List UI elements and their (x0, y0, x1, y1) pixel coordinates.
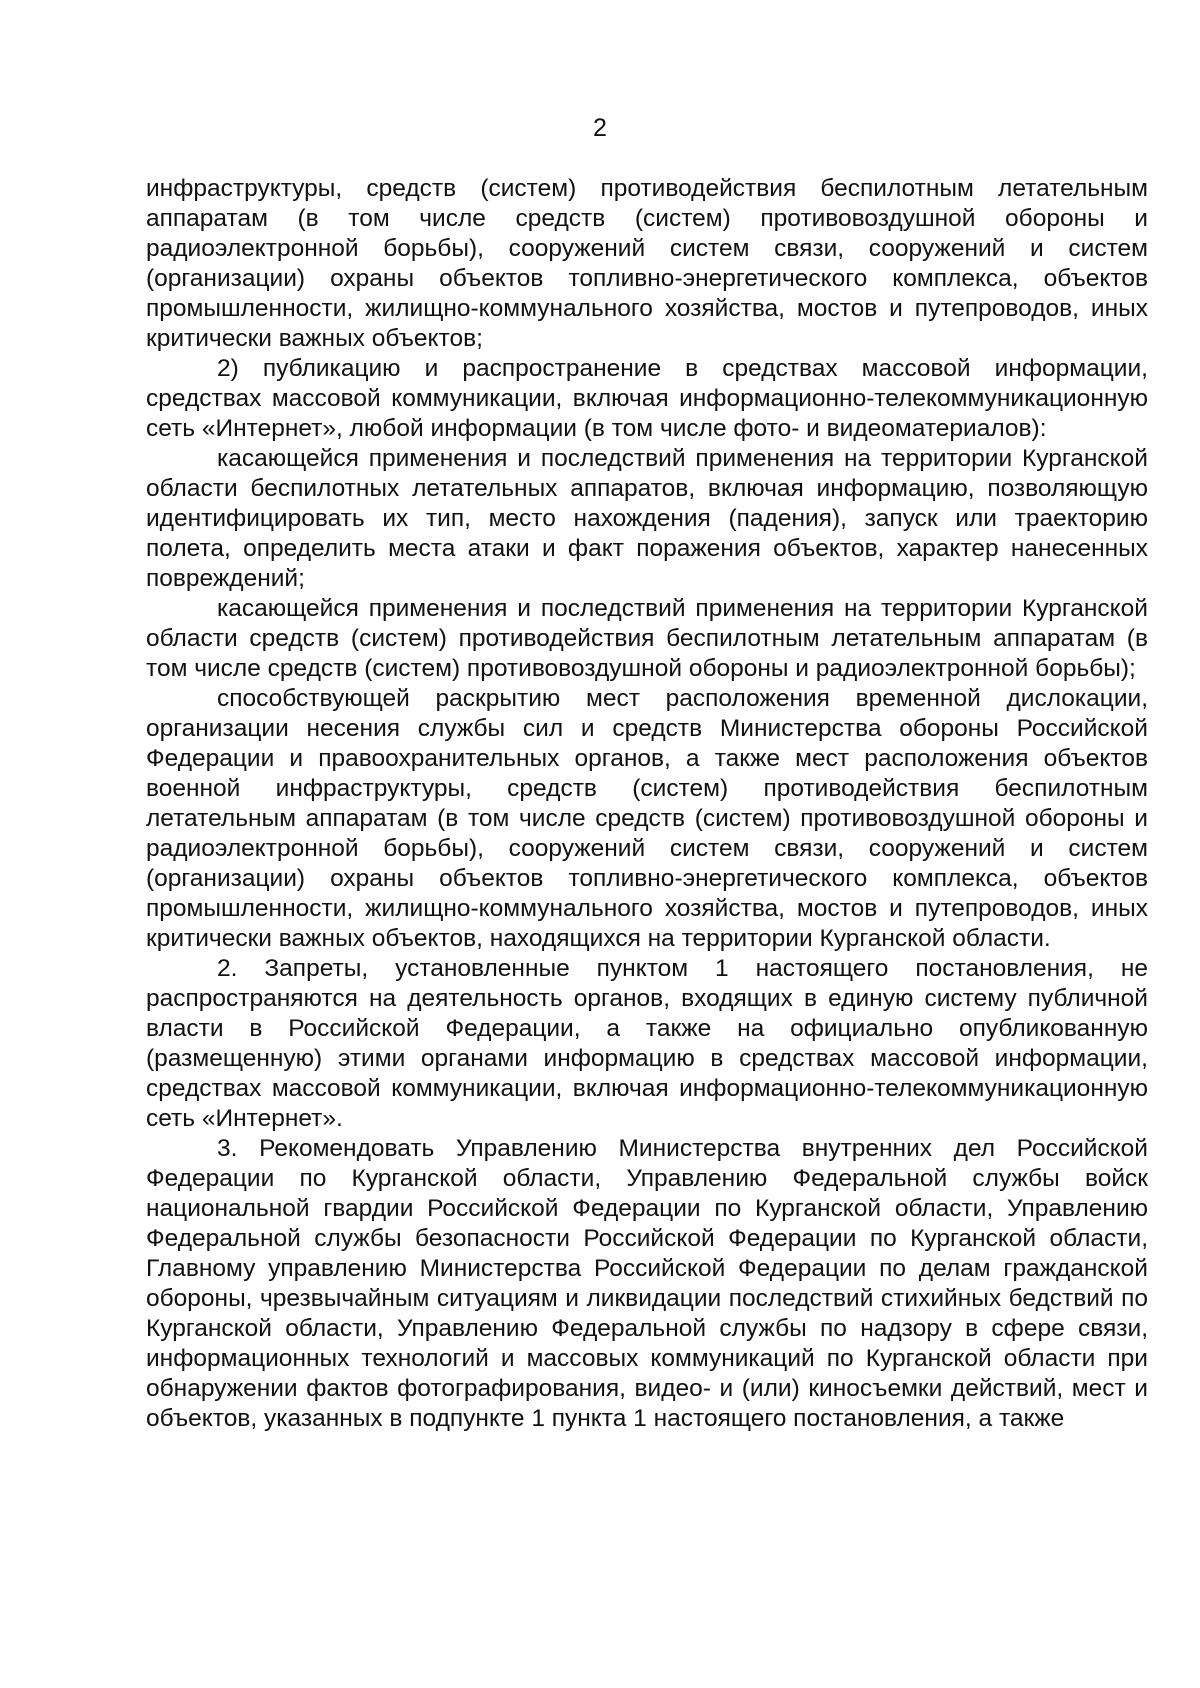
paragraph-section-2: 2. Запреты, установленные пунктом 1 настоящего постановления, не распространяются на деятельность органов, входящих в единую систему публичной власти в Российской Федерации, а также на официально опубликованную (размещенную) этими органами информацию в средствах массовой информации, средствах массовой коммуникации, включая информационно-телекоммуникационную сеть «Интернет». (146, 955, 1148, 1132)
paragraph-countermeasures: касающейся применения и последствий применения на территории Курганской области средств (систем) противодействия беспилотным летательным аппаратам (в том числе средств (систем) противовоздушной обороны и радиоэлектронной борьбы); (146, 595, 1148, 682)
paragraph-item-2: 2) публикацию и распространение в средствах массовой информации, средствах массовой коммуникации, включая информационно-телекоммуникационную сеть «Интернет», любой информации (в том числе фото- и видеоматериалов): (146, 355, 1148, 442)
document-body (146, 174, 1148, 1434)
paragraph-continuation: инфраструктуры, средств (систем) противодействия беспилотным летательным аппаратам (в том числе средств (систем) противовоздушной обороны и радиоэлектронной борьбы), сооружений систем связи, сооружений и систем (организации) охраны объектов топливно-энергетического комплекса, объектов промышленности, жилищно-коммунального хозяйства, мостов и путепроводов, иных критически важных объектов; (146, 175, 1148, 352)
paragraph-section-3: 3. Рекомендовать Управлению Министерства внутренних дел Российской Федерации по Курганской области, Управлению Федеральной службы войск национальной гвардии Российской Федерации по Курганской области, Управлению Федеральной службы безопасности Российской Федерации по Курганской области, Главному управлению Министерства Российской Федерации по делам гражданской обороны, чрезвычайным ситуациям и ликвидации последствий стихийных бедствий по Курганской области, Управлению Федеральной службы по надзору в сфере связи, информационных технологий и массовых коммуникаций по Курганской области при обнаружении фактов фотографирования, видео- и (или) киносъемки действий, мест и объектов, указанных в подпункте 1 пункта 1 настоящего постановления, а также (146, 1135, 1148, 1432)
paragraph-dislocation: способствующей раскрытию мест расположения временной дислокации, организации несения службы сил и средств Министерства обороны Российской Федерации и правоохранительных органов, а также мест расположения объектов военной инфраструктуры, средств (систем) противодействия беспилотным летательным аппаратам (в том числе средств (систем) противовоздушной обороны и радиоэлектронной борьбы), сооружений систем связи, сооружений и систем (организации) охраны объектов топливно-энергетического комплекса, объектов промышленности, жилищно-коммунального хозяйства, мостов и путепроводов, иных критически важных объектов, находящихся на территории Курганской области. (146, 685, 1148, 952)
paragraph-uav-usage: касающейся применения и последствий применения на территории Курганской области беспилотных летательных аппаратов, включая информацию, позволяющую идентифицировать их тип, место нахождения (падения), запуск или траекторию полета, определить места атаки и факт поражения объектов, характер нанесенных повреждений; (146, 445, 1148, 592)
page-number: 2 (593, 114, 607, 142)
